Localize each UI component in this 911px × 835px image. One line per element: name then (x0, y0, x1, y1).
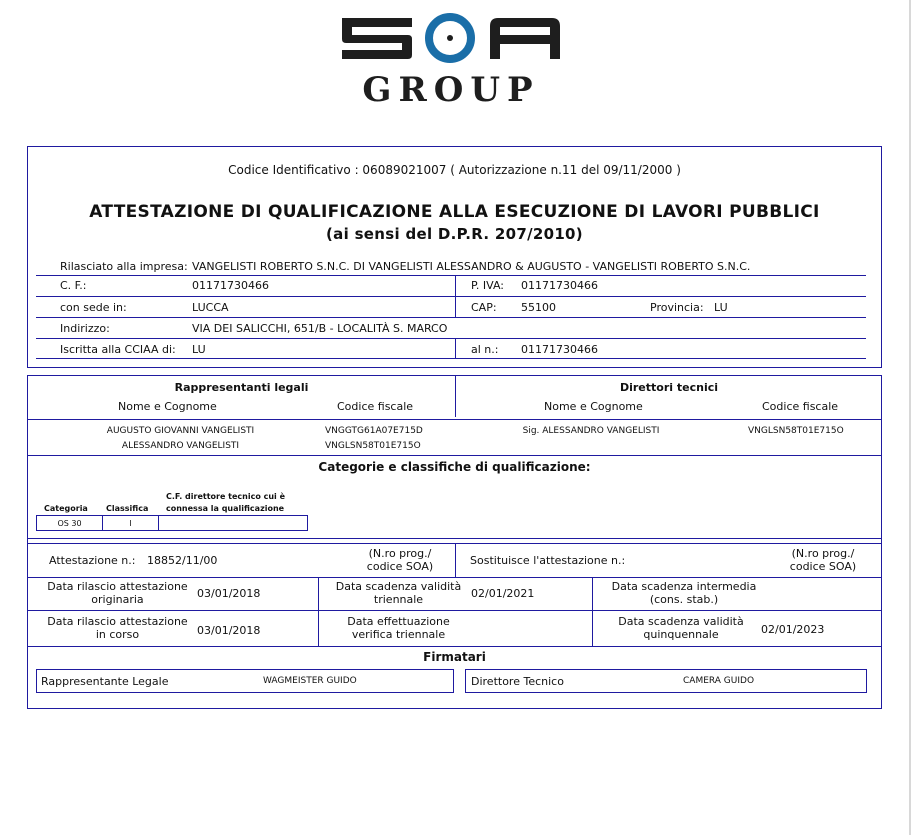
legal-reps-title: Rappresentanti legali (174, 381, 309, 394)
document-subtitle: (ai sensi del D.P.R. 207/2010) (326, 225, 583, 243)
divider (36, 317, 866, 318)
cciaa-value: LU (192, 343, 206, 356)
verifica-line1: Data effettuazione (347, 615, 450, 628)
attestazione-nro-line1: (N.ro prog./ (368, 547, 432, 560)
legal-rep-cf: VNGGTG61A07E715D (325, 426, 423, 436)
cf-label: C. F.: (60, 279, 87, 292)
legal-cf-header: Codice fiscale (337, 400, 414, 413)
firmatari-title: Firmatari (423, 650, 486, 664)
divider (36, 275, 866, 276)
divider (455, 339, 456, 359)
classifica-value: I (129, 519, 132, 528)
aln-value: 01171730466 (521, 343, 598, 356)
document-title: ATTESTAZIONE DI QUALIFICAZIONE ALLA ESECUZIONE DI LAVORI PUBBLICI (89, 202, 820, 222)
tech-signatory-label: Direttore Tecnico (471, 675, 564, 688)
rilascio-orig-line2: originaria (91, 593, 144, 606)
scadenza-int-line2: (cons. stab.) (649, 593, 719, 606)
divider (28, 419, 881, 420)
rilascio-corso-line1: Data rilascio attestazione (47, 615, 188, 628)
verifica-line2: verifica triennale (351, 628, 446, 641)
divider (592, 578, 593, 610)
sostituisce-nro-line1: (N.ro prog./ (791, 547, 855, 560)
divider (28, 577, 881, 578)
provincia-label: Provincia: (650, 301, 704, 314)
divider (36, 358, 866, 359)
categories-title: Categorie e classifiche di qualificazione: (318, 460, 591, 474)
col-classifica: Classifica (106, 504, 149, 513)
legal-signatory-label: Rappresentante Legale (41, 675, 169, 688)
provincia-value: LU (714, 301, 728, 314)
scadenza-quin-line2: quinquennale (643, 628, 719, 641)
indirizzo-value: VIA DEI SALICCHI, 651/B - LOCALITÀ S. MARCO (192, 322, 448, 335)
col-cf-line2: connessa la qualificazione (166, 504, 285, 513)
legal-rep-cf: VNGLSN58T01E715O (325, 441, 421, 451)
rilascio-corso-value: 03/01/2018 (197, 624, 261, 637)
cap-label: CAP: (471, 301, 497, 314)
divider (455, 544, 456, 577)
rilasciato-label: Rilasciato alla impresa: (60, 260, 188, 273)
piva-value: 01171730466 (521, 279, 598, 292)
col-cf-line1: C.F. direttore tecnico cui è (166, 492, 286, 501)
divider (28, 610, 881, 611)
divider (455, 297, 456, 317)
scadenza-quin-value: 02/01/2023 (761, 623, 825, 636)
divider (28, 455, 881, 456)
code-line: Codice Identificativo : 06089021007 ( Autorizzazione n.11 del 09/11/2000 ) (228, 163, 681, 177)
sostituisce-label: Sostituisce l'attestazione n.: (470, 554, 626, 567)
tech-signatory-name: CAMERA GUIDO (683, 676, 755, 686)
divider (318, 578, 319, 610)
tech-director-cf: VNGLSN58T01E715O (748, 426, 844, 436)
divider (28, 538, 881, 539)
cciaa-label: Iscritta alla CCIAA di: (60, 343, 176, 356)
divider (455, 376, 456, 417)
sede-value: LUCCA (192, 301, 229, 314)
attestazione-value: 18852/11/00 (147, 554, 218, 567)
divider (455, 276, 456, 296)
divider (36, 296, 866, 297)
legal-signatory-name: WAGMEISTER GUIDO (263, 676, 357, 686)
indirizzo-label: Indirizzo: (60, 322, 110, 335)
sede-label: con sede in: (60, 301, 127, 314)
scadenza-tri-line1: Data scadenza validità (335, 580, 462, 593)
divider (318, 611, 319, 646)
scadenza-int-line1: Data scadenza intermedia (611, 580, 757, 593)
divider (592, 611, 593, 646)
legal-rep-name: AUGUSTO GIOVANNI VANGELISTI (106, 426, 255, 436)
aln-label: al n.: (471, 343, 499, 356)
soa-group-logo (330, 0, 570, 108)
divider (28, 646, 881, 647)
attestazione-nro-line2: codice SOA) (366, 560, 434, 573)
cf-value: 01171730466 (192, 279, 269, 292)
sostituisce-nro-line2: codice SOA) (789, 560, 857, 573)
category-value: OS 30 (57, 519, 82, 528)
rilascio-corso-line2: in corso (95, 628, 140, 641)
cf-cell (158, 515, 308, 531)
piva-label: P. IVA: (471, 279, 505, 292)
rilasciato-value: VANGELISTI ROBERTO S.N.C. DI VANGELISTI ALESSANDRO & AUGUSTO - VANGELISTI ROBERTO S.N.C. (192, 260, 751, 273)
col-categoria: Categoria (44, 504, 88, 513)
tech-directors-title: Direttori tecnici (619, 381, 719, 394)
rilascio-orig-value: 03/01/2018 (197, 587, 261, 600)
rilascio-orig-line1: Data rilascio attestazione (47, 580, 188, 593)
tech-name-header: Nome e Cognome (544, 400, 643, 413)
tech-cf-header: Codice fiscale (762, 400, 839, 413)
divider (36, 338, 866, 339)
cap-value: 55100 (521, 301, 556, 314)
legal-rep-name: ALESSANDRO VANGELISTI (121, 441, 240, 451)
company-box (27, 146, 882, 368)
attestazione-label: Attestazione n.: (49, 554, 136, 567)
tech-director-name: Sig. ALESSANDRO VANGELISTI (522, 426, 660, 436)
scadenza-quin-line1: Data scadenza validità (618, 615, 744, 628)
legal-name-header: Nome e Cognome (118, 400, 217, 413)
scadenza-tri-value: 02/01/2021 (471, 587, 535, 600)
logo-group-text: GROUP (362, 70, 540, 108)
scadenza-tri-line2: triennale (373, 593, 424, 606)
